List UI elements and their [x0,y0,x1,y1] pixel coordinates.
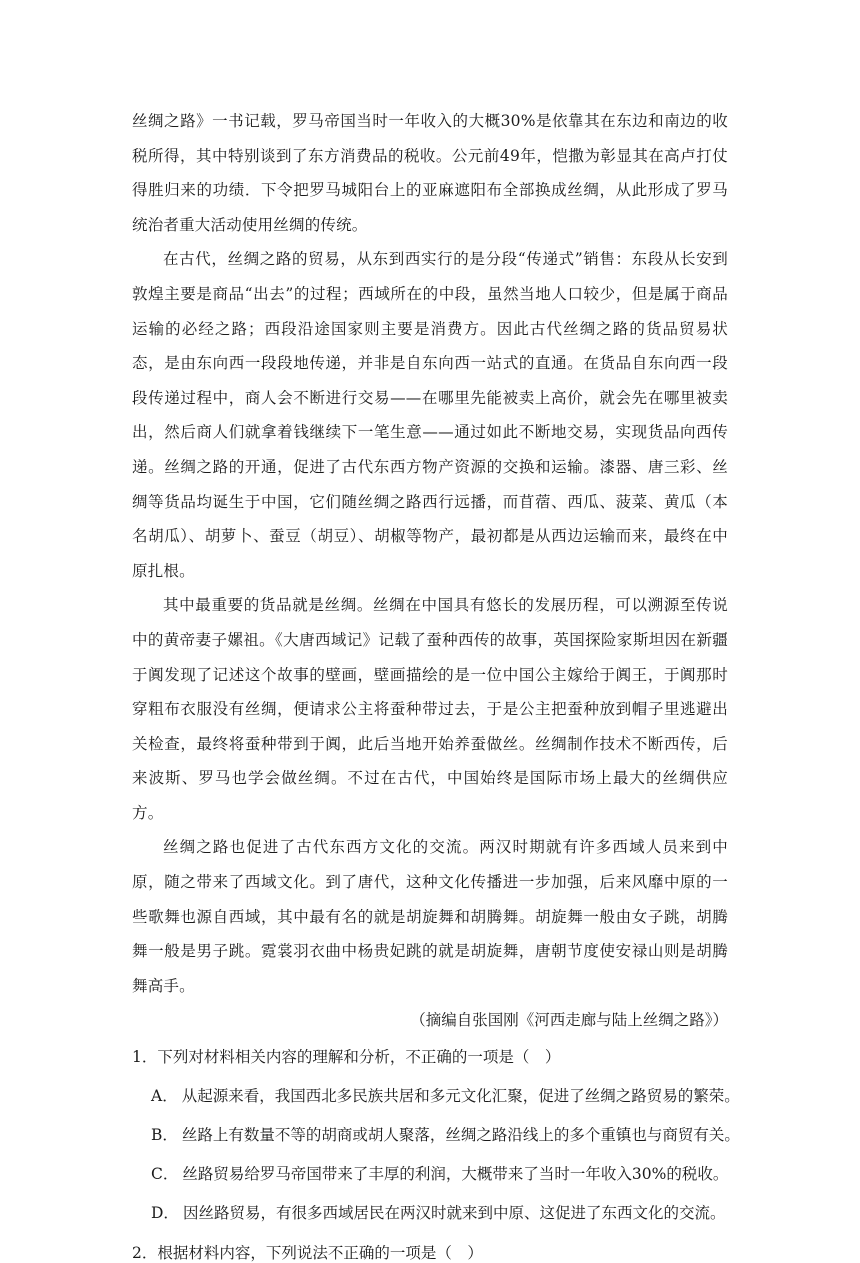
option-b-text: 丝路上有数量不等的胡商或胡人聚落，丝绸之路沿线上的多个重镇也与商贸有关。 [181,1126,740,1145]
option-a-key: A． [151,1087,178,1106]
document-page [132,104,740,1263]
option-c-key: C． [151,1165,179,1184]
option-b [132,1125,740,1145]
question-1-stem: 1．下列对材料相关内容的理解和分析，不正确的一项是（ ） [132,1048,561,1067]
option-a [132,1086,740,1106]
question-1-options [132,1086,740,1223]
paragraph-2: 在古代，丝绸之路的贸易，从东到西实行的是分段“传递式”销售：东段从长安到敦煌主要是商品“出去”的过程；西域所在的中段，虽然当地人口较少，但是属于商品运输的必经之路；西段沿途国家则主要是消费方。因此古代丝绸之路的货品贸易状态，是由东向西一段段地传递，并非是自东向西一站式的直通。在货品自东向西一段段传递过程中，商人会不断进行交易——在哪里先能被卖上高价，就会先在哪里被卖出，然后商人们就拿着钱继续下一笔生意——通过如此不断地交易，实现货品向西传递。丝绸之路的开通，促进了古代东西方物产资源的交换和运输。漆器、唐三彩、丝绸等货品均诞生于中国，它们随丝绸之路西行远播，而苜蓿、西瓜、菠菜、黄瓜（本名胡瓜）、胡萝卜、蚕豆（胡豆）、胡椒等物产，最初都是从西边运输而来，最终在中原扎根。 [132,250,728,580]
option-d-text: 因丝路贸易，有很多西域居民在两汉时就来到中原、这促进了东西文化的交流。 [182,1204,726,1223]
paragraph-4: 丝绸之路也促进了古代东西方文化的交流。两汉时期就有许多西域人员来到中原，随之带来了西域文化。到了唐代，这种文化传播进一步加强，后来风靡中原的一些歌舞也源自西域，其中最有名的就是胡旋舞和胡腾舞。胡旋舞一般由女子跳，胡腾舞一般是男子跳。霓裳羽衣曲中杨贵妃跳的就是胡旋舞，唐朝节度使安禄山则是胡腾舞高手。 [132,838,728,995]
option-d-key: D． [151,1204,179,1223]
option-a-text: 从起源来看，我国西北多民族共居和多元文化汇聚，促进了丝绸之路贸易的繁荣。 [181,1087,740,1106]
option-b-key: B． [151,1126,178,1145]
question-2-stem: 2．根据材料内容，下列说法不正确的一项是（ ） [132,1244,483,1263]
source-citation: （摘编自张国刚《河西走廊与陆上丝绸之路》） [410,1011,728,1030]
option-c [132,1164,728,1184]
option-d [132,1203,728,1223]
option-c-text: 丝路贸易给罗马帝国带来了丰厚的利润，大概带来了当时一年收入30%的税收。 [182,1165,729,1184]
paragraph-1: 丝绸之路》一书记载，罗马帝国当时一年收入的大概30%是依靠其在东边和南边的收税所得，其中特别谈到了东方消费品的税收。公元前49年，恺撒为彰显其在高卢打仗得胜归来的功绩．下令把罗马城阳台上的亚麻遮阳布全部换成丝绸，从此形成了罗马统治者重大活动使用丝绸的传统。 [132,112,728,234]
paragraph-3: 其中最重要的货品就是丝绸。丝绸在中国具有悠长的发展历程，可以溯源至传说中的黄帝妻子嫘祖。《大唐西域记》记载了蚕种西传的故事，英国探险家斯坦因在新疆于阗发现了记述这个故事的壁画，壁画描绘的是一位中国公主嫁给于阗王，于阗那时穿粗布衣服没有丝绸，便请求公主将蚕种带过去，于是公主把蚕种放到帽子里逃避出关检查，最终将蚕种带到于阗，此后当地开始养蚕做丝。丝绸制作技术不断西传，后来波斯、罗马也学会做丝绸。不过在古代，中国始终是国际市场上最大的丝绸供应方。 [132,596,728,822]
